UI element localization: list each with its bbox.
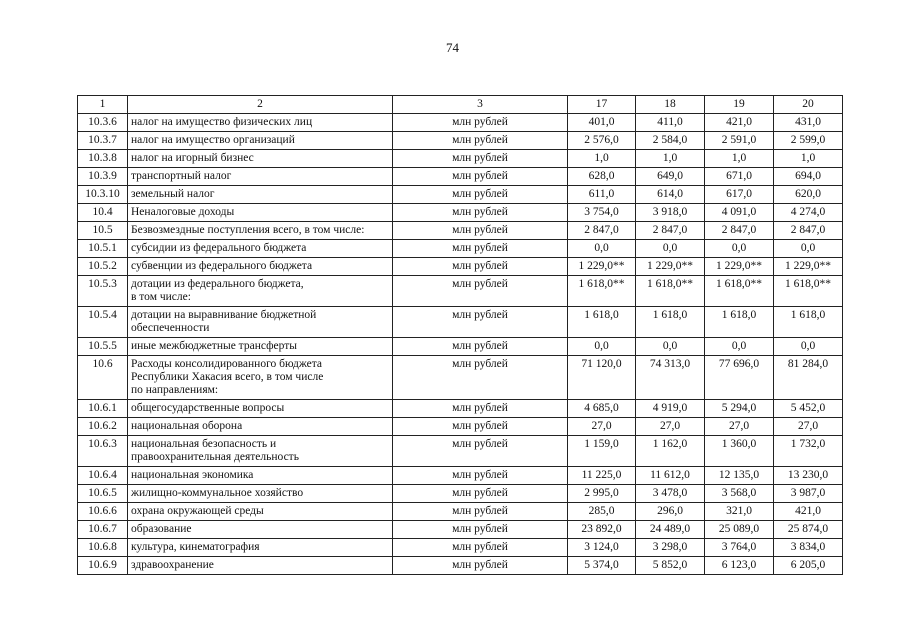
value-cell-20: 0,0	[774, 338, 843, 356]
indicator-name-line: Республики Хакасия всего, в том числе	[131, 371, 324, 383]
value-cell-17: 27,0	[568, 418, 636, 436]
value-cell-17: 3 124,0	[568, 539, 636, 557]
row-number: 10.3.7	[78, 132, 128, 150]
unit-cell: млн рублей	[393, 356, 568, 400]
indicator-name	[128, 307, 393, 338]
value-cell-19: 0,0	[705, 240, 774, 258]
value-cell-17: 1 159,0	[568, 436, 636, 467]
indicator-name-line: общегосударственные вопросы	[131, 402, 285, 414]
table-row	[78, 258, 843, 276]
indicator-name	[128, 436, 393, 467]
indicator-name	[128, 150, 393, 168]
value-cell-20: 1 618,0	[774, 307, 843, 338]
value-cell-17: 1,0	[568, 150, 636, 168]
table-row	[78, 132, 843, 150]
value-cell-18: 1 618,0**	[636, 276, 705, 307]
value-cell-17: 2 995,0	[568, 485, 636, 503]
value-cell-17: 4 685,0	[568, 400, 636, 418]
indicator-name	[128, 467, 393, 485]
column-header: 18	[636, 96, 705, 114]
value-cell-18: 11 612,0	[636, 467, 705, 485]
row-number: 10.6.8	[78, 539, 128, 557]
value-cell-18: 3 918,0	[636, 204, 705, 222]
value-cell-19: 421,0	[705, 114, 774, 132]
row-number: 10.6.4	[78, 467, 128, 485]
value-cell-18: 1 229,0**	[636, 258, 705, 276]
indicator-name-line: по направлениям:	[131, 384, 219, 396]
table-row	[78, 307, 843, 338]
value-cell-19: 77 696,0	[705, 356, 774, 400]
indicator-name	[128, 338, 393, 356]
indicator-name	[128, 222, 393, 240]
unit-cell: млн рублей	[393, 307, 568, 338]
value-cell-18: 1 618,0	[636, 307, 705, 338]
value-cell-20: 0,0	[774, 240, 843, 258]
row-number: 10.5.1	[78, 240, 128, 258]
value-cell-19: 3 764,0	[705, 539, 774, 557]
value-cell-19: 5 294,0	[705, 400, 774, 418]
unit-cell: млн рублей	[393, 132, 568, 150]
indicator-name	[128, 132, 393, 150]
value-cell-19: 4 091,0	[705, 204, 774, 222]
indicator-name	[128, 114, 393, 132]
value-cell-17: 285,0	[568, 503, 636, 521]
value-cell-19: 321,0	[705, 503, 774, 521]
indicator-name-line: дотации на выравнивание бюджетной	[131, 309, 317, 321]
unit-cell: млн рублей	[393, 186, 568, 204]
indicator-name-line: иные межбюджетные трансферты	[131, 340, 298, 352]
value-cell-19: 1 229,0**	[705, 258, 774, 276]
indicator-name-line: жилищно-коммунальное хозяйство	[131, 487, 304, 499]
value-cell-18: 2 847,0	[636, 222, 705, 240]
indicator-name	[128, 503, 393, 521]
table-row	[78, 467, 843, 485]
indicator-name-line: образование	[131, 523, 192, 535]
row-number: 10.5	[78, 222, 128, 240]
value-cell-20: 3 834,0	[774, 539, 843, 557]
value-cell-20: 5 452,0	[774, 400, 843, 418]
row-number: 10.3.8	[78, 150, 128, 168]
table-row	[78, 150, 843, 168]
unit-cell: млн рублей	[393, 418, 568, 436]
table-row	[78, 503, 843, 521]
value-cell-18: 411,0	[636, 114, 705, 132]
value-cell-19: 1 618,0	[705, 307, 774, 338]
value-cell-20: 1 618,0**	[774, 276, 843, 307]
value-cell-19: 12 135,0	[705, 467, 774, 485]
indicator-name-line: субвенции из федерального бюджета	[131, 260, 313, 272]
unit-cell: млн рублей	[393, 258, 568, 276]
row-number: 10.6.3	[78, 436, 128, 467]
value-cell-19: 617,0	[705, 186, 774, 204]
indicator-name-line: Расходы консолидированного бюджета	[131, 358, 323, 370]
table-row	[78, 521, 843, 539]
table-row	[78, 485, 843, 503]
value-cell-20: 3 987,0	[774, 485, 843, 503]
value-cell-18: 1,0	[636, 150, 705, 168]
value-cell-18: 649,0	[636, 168, 705, 186]
value-cell-20: 2 599,0	[774, 132, 843, 150]
indicator-name-line: обеспеченности	[131, 322, 210, 334]
row-number: 10.3.9	[78, 168, 128, 186]
value-cell-19: 671,0	[705, 168, 774, 186]
unit-cell: млн рублей	[393, 276, 568, 307]
table-body	[78, 114, 843, 575]
value-cell-18: 1 162,0	[636, 436, 705, 467]
value-cell-20: 694,0	[774, 168, 843, 186]
row-number: 10.5.2	[78, 258, 128, 276]
value-cell-20: 6 205,0	[774, 557, 843, 575]
value-cell-18: 3 298,0	[636, 539, 705, 557]
value-cell-19: 1 618,0**	[705, 276, 774, 307]
indicator-name	[128, 356, 393, 400]
indicator-name	[128, 539, 393, 557]
indicator-name-line: субсидии из федерального бюджета	[131, 242, 307, 254]
column-header: 1	[78, 96, 128, 114]
indicator-name	[128, 485, 393, 503]
unit-cell: млн рублей	[393, 338, 568, 356]
row-number: 10.6.1	[78, 400, 128, 418]
value-cell-18: 296,0	[636, 503, 705, 521]
table-row	[78, 557, 843, 575]
value-cell-20: 1 732,0	[774, 436, 843, 467]
indicator-name-line: Неналоговые доходы	[131, 206, 235, 218]
unit-cell: млн рублей	[393, 240, 568, 258]
indicator-name-line: охрана окружающей среды	[131, 505, 264, 517]
value-cell-20: 620,0	[774, 186, 843, 204]
unit-cell: млн рублей	[393, 400, 568, 418]
value-cell-17: 71 120,0	[568, 356, 636, 400]
value-cell-19: 6 123,0	[705, 557, 774, 575]
unit-cell: млн рублей	[393, 168, 568, 186]
value-cell-18: 3 478,0	[636, 485, 705, 503]
table-row	[78, 539, 843, 557]
value-cell-20: 421,0	[774, 503, 843, 521]
column-header: 20	[774, 96, 843, 114]
header-row	[78, 96, 843, 114]
table-row	[78, 186, 843, 204]
value-cell-17: 23 892,0	[568, 521, 636, 539]
indicator-name-line: Безвозмездные поступления всего, в том числе:	[131, 224, 365, 236]
unit-cell: млн рублей	[393, 114, 568, 132]
unit-cell: млн рублей	[393, 467, 568, 485]
unit-cell: млн рублей	[393, 436, 568, 467]
row-number: 10.6.5	[78, 485, 128, 503]
value-cell-17: 11 225,0	[568, 467, 636, 485]
column-header: 17	[568, 96, 636, 114]
column-header: 3	[393, 96, 568, 114]
value-cell-18: 27,0	[636, 418, 705, 436]
indicator-name	[128, 400, 393, 418]
value-cell-18: 614,0	[636, 186, 705, 204]
indicator-name-line: культура, кинематография	[131, 541, 260, 553]
value-cell-18: 5 852,0	[636, 557, 705, 575]
value-cell-20: 431,0	[774, 114, 843, 132]
table-row	[78, 436, 843, 467]
row-number: 10.4	[78, 204, 128, 222]
indicator-name-line: национальная экономика	[131, 469, 254, 481]
table-row	[78, 338, 843, 356]
row-number: 10.6.2	[78, 418, 128, 436]
unit-cell: млн рублей	[393, 204, 568, 222]
value-cell-17: 3 754,0	[568, 204, 636, 222]
indicator-name-line: дотации из федерального бюджета,	[131, 278, 304, 290]
indicator-name-line: налог на имущество физических лиц	[131, 116, 313, 128]
indicator-name	[128, 258, 393, 276]
value-cell-19: 2 847,0	[705, 222, 774, 240]
value-cell-20: 1,0	[774, 150, 843, 168]
value-cell-17: 611,0	[568, 186, 636, 204]
value-cell-18: 24 489,0	[636, 521, 705, 539]
row-number: 10.6.7	[78, 521, 128, 539]
indicator-name	[128, 557, 393, 575]
value-cell-20: 2 847,0	[774, 222, 843, 240]
indicator-name-line: национальная оборона	[131, 420, 243, 432]
value-cell-18: 0,0	[636, 338, 705, 356]
value-cell-20: 81 284,0	[774, 356, 843, 400]
value-cell-19: 25 089,0	[705, 521, 774, 539]
unit-cell: млн рублей	[393, 539, 568, 557]
indicator-name	[128, 276, 393, 307]
indicator-name-line: здравоохранение	[131, 559, 214, 571]
indicator-name-line: правоохранительная деятельность	[131, 451, 299, 463]
row-number: 10.6.9	[78, 557, 128, 575]
value-cell-17: 5 374,0	[568, 557, 636, 575]
indicator-name-line: в том числе:	[131, 291, 191, 303]
value-cell-17: 0,0	[568, 338, 636, 356]
indicator-name-line: налог на имущество организаций	[131, 134, 295, 146]
row-number: 10.3.10	[78, 186, 128, 204]
value-cell-18: 2 584,0	[636, 132, 705, 150]
value-cell-19: 1,0	[705, 150, 774, 168]
value-cell-19: 2 591,0	[705, 132, 774, 150]
value-cell-18: 4 919,0	[636, 400, 705, 418]
value-cell-17: 1 618,0	[568, 307, 636, 338]
value-cell-18: 74 313,0	[636, 356, 705, 400]
indicator-name	[128, 418, 393, 436]
indicator-name	[128, 240, 393, 258]
value-cell-17: 401,0	[568, 114, 636, 132]
indicator-name-line: национальная безопасность и	[131, 438, 277, 450]
unit-cell: млн рублей	[393, 521, 568, 539]
table-row	[78, 240, 843, 258]
value-cell-19: 3 568,0	[705, 485, 774, 503]
value-cell-17: 2 847,0	[568, 222, 636, 240]
data-table	[77, 95, 843, 575]
row-number: 10.5.5	[78, 338, 128, 356]
value-cell-20: 27,0	[774, 418, 843, 436]
indicator-name	[128, 168, 393, 186]
value-cell-19: 27,0	[705, 418, 774, 436]
value-cell-17: 0,0	[568, 240, 636, 258]
value-cell-17: 2 576,0	[568, 132, 636, 150]
value-cell-17: 1 618,0**	[568, 276, 636, 307]
value-cell-18: 0,0	[636, 240, 705, 258]
value-cell-20: 25 874,0	[774, 521, 843, 539]
table-row	[78, 356, 843, 400]
table-row	[78, 276, 843, 307]
value-cell-19: 1 360,0	[705, 436, 774, 467]
row-number: 10.6	[78, 356, 128, 400]
table-row	[78, 418, 843, 436]
value-cell-17: 628,0	[568, 168, 636, 186]
indicator-name-line: транспортный налог	[131, 170, 232, 182]
indicator-name-line: земельный налог	[131, 188, 215, 200]
row-number: 10.6.6	[78, 503, 128, 521]
table-row	[78, 204, 843, 222]
row-number: 10.5.4	[78, 307, 128, 338]
row-number: 10.3.6	[78, 114, 128, 132]
table-row	[78, 222, 843, 240]
table-row	[78, 400, 843, 418]
indicator-name-line: налог на игорный бизнес	[131, 152, 254, 164]
table-row	[78, 168, 843, 186]
table-row	[78, 114, 843, 132]
value-cell-20: 13 230,0	[774, 467, 843, 485]
value-cell-17: 1 229,0**	[568, 258, 636, 276]
indicator-name	[128, 186, 393, 204]
unit-cell: млн рублей	[393, 222, 568, 240]
unit-cell: млн рублей	[393, 150, 568, 168]
value-cell-19: 0,0	[705, 338, 774, 356]
indicator-name	[128, 521, 393, 539]
indicator-name	[128, 204, 393, 222]
unit-cell: млн рублей	[393, 557, 568, 575]
row-number: 10.5.3	[78, 276, 128, 307]
unit-cell: млн рублей	[393, 503, 568, 521]
column-header: 19	[705, 96, 774, 114]
value-cell-20: 4 274,0	[774, 204, 843, 222]
page-number: 74	[446, 40, 459, 55]
column-header: 2	[128, 96, 393, 114]
value-cell-20: 1 229,0**	[774, 258, 843, 276]
unit-cell: млн рублей	[393, 485, 568, 503]
